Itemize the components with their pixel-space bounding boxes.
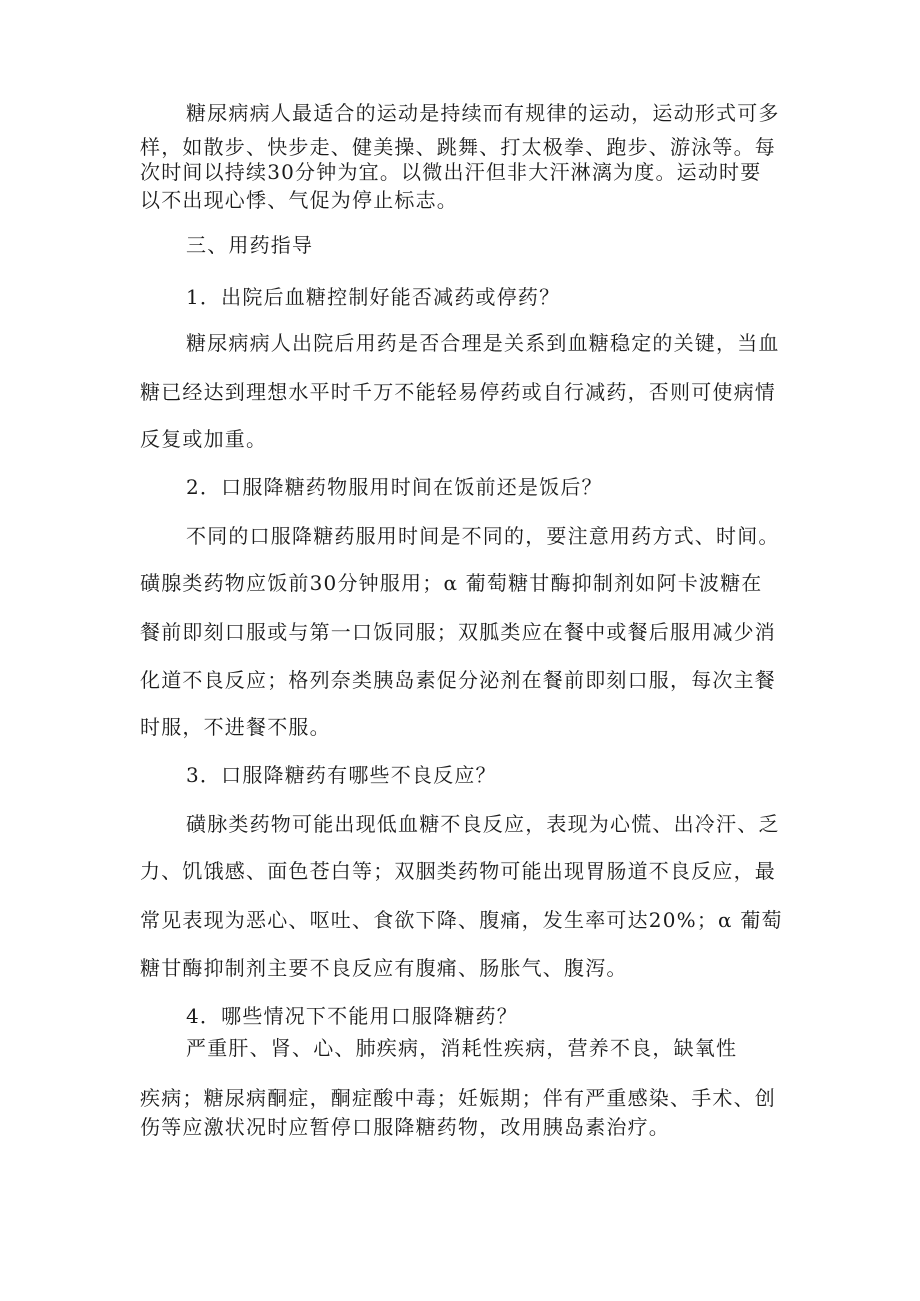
answer-2-line-1: 不同的口服降糖药服用时间是不同的，要注意用药方式、时间。 xyxy=(186,524,780,548)
answer-1-line-3: 反复或加重。 xyxy=(140,427,268,451)
section-heading: 三、用药指导 xyxy=(186,233,314,257)
exercise-paragraph-line-1: 糖尿病病人最适合的运动是持续而有规律的运动，运动形式可多 xyxy=(186,101,780,125)
question-4: 4．哪些情况下不能用口服降糖药？ xyxy=(186,1004,518,1028)
answer-2-line-3: 餐前即刻口服或与第一口饭同服；双胍类应在餐中或餐后服用减少消 xyxy=(140,620,776,644)
answer-1-line-2: 糖已经达到理想水平时千万不能轻易停药或自行减药，否则可使病情 xyxy=(140,380,776,404)
answer-2-line-5: 时服，不进餐不服。 xyxy=(140,715,331,739)
answer-4-line-1: 严重肝、肾、心、肺疾病，消耗性疾病，营养不良，缺氧性 xyxy=(186,1036,738,1060)
question-2: 2．口服降糖药物服用时间在饭前还是饭后？ xyxy=(186,475,603,499)
answer-3-line-4: 糖甘酶抑制剂主要不良反应有腹痛、肠胀气、腹泻。 xyxy=(140,956,628,980)
answer-2-line-2: 磺腺类药物应饭前30分钟服用；α 葡萄糖甘酶抑制剂如阿卡波糖在 xyxy=(140,571,763,595)
exercise-paragraph-line-4: 以不出现心悸、气促为停止标志。 xyxy=(140,188,458,212)
question-3: 3．口服降糖药有哪些不良反应？ xyxy=(186,763,497,787)
answer-1-line-1: 糖尿病病人出院后用药是否合理是关系到血糖稳定的关键，当血 xyxy=(186,331,780,355)
answer-3-line-1: 磺脉类药物可能出现低血糖不良反应，表现为心慌、出冷汗、乏 xyxy=(186,812,780,836)
answer-4-line-3: 伤等应激状况时应暂停口服降糖药物，改用胰岛素治疗。 xyxy=(140,1115,670,1139)
answer-3-line-3: 常见表现为恶心、呕吐、食欲下降、腹痛，发生率可达20%；α 葡萄 xyxy=(140,908,783,932)
question-1: 1．出院后血糖控制好能否减药或停药？ xyxy=(186,285,561,309)
exercise-paragraph-line-3: 次时间以持续30分钟为宜。以微出汗但非大汗淋漓为度。运动时要 xyxy=(140,160,762,184)
answer-4-line-2: 疾病；糖尿病酮症，酮症酸中毒；妊娠期；伴有严重感染、手术、创 xyxy=(140,1086,776,1110)
exercise-paragraph-line-2: 样，如散步、快步走、健美操、跳舞、打太极拳、跑步、游泳等。每 xyxy=(140,135,776,159)
answer-2-line-4: 化道不良反应；格列奈类胰岛素促分泌剂在餐前即刻口服，每次主餐 xyxy=(140,668,776,692)
answer-3-line-2: 力、饥饿感、面色苍白等；双胭类药物可能出现胃肠道不良反应，最 xyxy=(140,859,776,883)
